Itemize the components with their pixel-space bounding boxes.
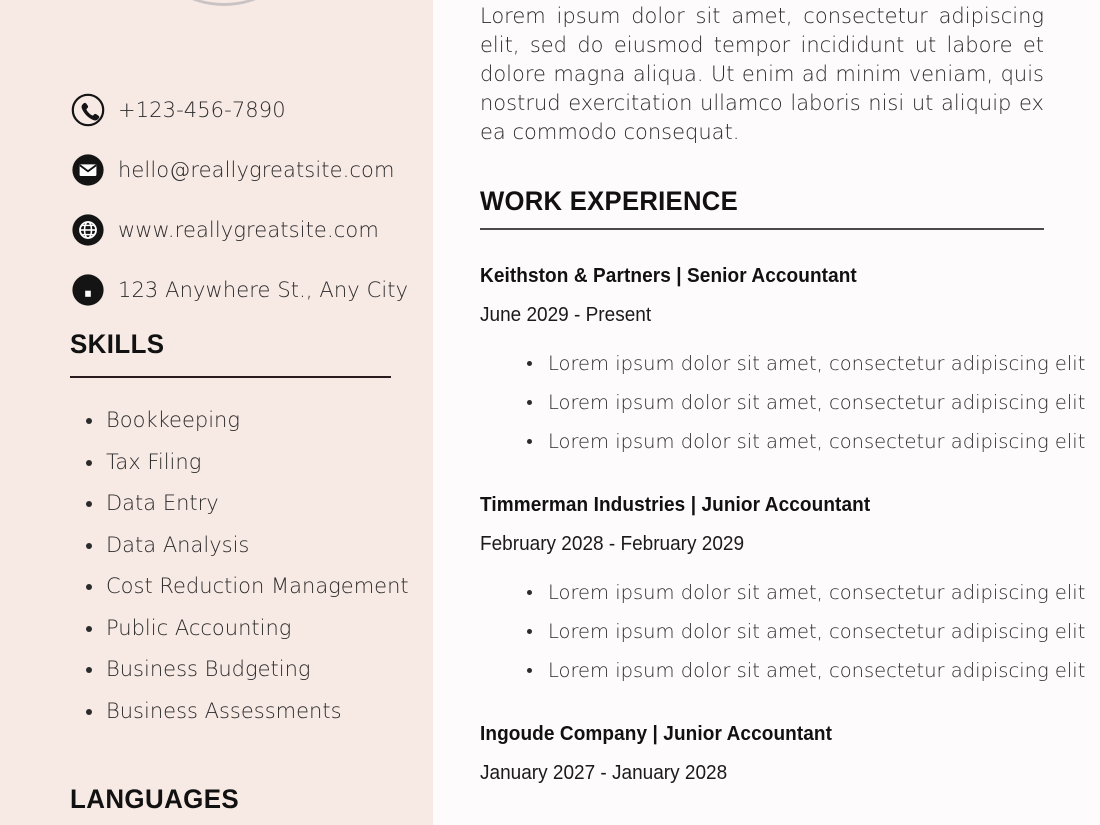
job-title: Ingoude Company | Junior Accountant [480, 723, 833, 745]
profile-summary: Lorem ipsum dolor sit amet, consectetur adipiscing elit, sed do eiusmod tempor incididunt ut labore et dolore magna aliqua. Ut enim ad minim veniam, quis nostrud exercitation ullamco laboris nisi ut aliquip ex ea commodo consequat. [480, 4, 1044, 144]
work-experience-divider [480, 228, 1044, 230]
contact-row-website [70, 200, 420, 260]
skills-heading: SKILLS [70, 329, 165, 359]
job-title: Timmerman Industries | Junior Accountant [480, 494, 871, 516]
job-dates: February 2028 - February 2029 [480, 533, 745, 555]
list-item: Public Accounting [70, 608, 391, 650]
list-item: Tax Filing [70, 442, 391, 484]
list-item: Lorem ipsum dolor sit amet, consectetur adipiscing elit [480, 612, 1046, 651]
contact-value-address: 123 Anywhere St., Any City [118, 278, 409, 302]
job-dates: January 2027 - January 2028 [480, 762, 728, 784]
website-icon [70, 212, 106, 248]
contact-value-website: www.reallygreatsite.com [118, 218, 379, 242]
contact-row-address [70, 260, 420, 320]
contact-row-email [70, 140, 420, 200]
list-item: Data Entry [70, 483, 391, 525]
contact-row-phone [70, 80, 420, 140]
list-item: Data Analysis [70, 525, 391, 567]
list-item: Cost Reduction Management [70, 566, 391, 608]
skills-list [70, 400, 409, 732]
job-entry [480, 262, 1086, 461]
email-icon [70, 152, 106, 188]
list-item: Lorem ipsum dolor sit amet, consectetur adipiscing elit [480, 344, 1046, 383]
main-column [433, 0, 1100, 825]
phone-icon [70, 92, 106, 128]
work-experience-list [480, 262, 1086, 786]
skills-divider [70, 376, 391, 378]
contact-value-email: hello@reallygreatsite.com [118, 158, 395, 182]
languages-heading: LANGUAGES [70, 784, 240, 814]
address-icon [70, 272, 106, 308]
contact-list [70, 80, 420, 320]
list-item: Lorem ipsum dolor sit amet, consectetur adipiscing elit [480, 422, 1046, 461]
work-experience-heading: WORK EXPERIENCE [480, 186, 738, 216]
languages-section [70, 785, 391, 813]
list-item: Lorem ipsum dolor sit amet, consectetur adipiscing elit [480, 651, 1046, 690]
contact-value-phone: +123-456-7890 [118, 98, 286, 122]
list-item: Business Budgeting [70, 649, 391, 691]
job-bullet-list [480, 573, 1086, 690]
job-entry [480, 491, 1086, 690]
list-item: Business Assessments [70, 691, 391, 733]
job-bullet-list [480, 344, 1086, 461]
profile-photo [150, 0, 298, 6]
list-item: Lorem ipsum dolor sit amet, consectetur adipiscing elit [480, 383, 1046, 422]
sidebar [0, 0, 433, 825]
job-title: Keithston & Partners | Senior Accountant [480, 265, 857, 287]
list-item: Lorem ipsum dolor sit amet, consectetur adipiscing elit [480, 573, 1046, 612]
job-entry [480, 720, 1046, 786]
skills-section [70, 329, 409, 732]
job-dates: June 2029 - Present [480, 304, 652, 326]
list-item: Bookkeeping [70, 400, 391, 442]
